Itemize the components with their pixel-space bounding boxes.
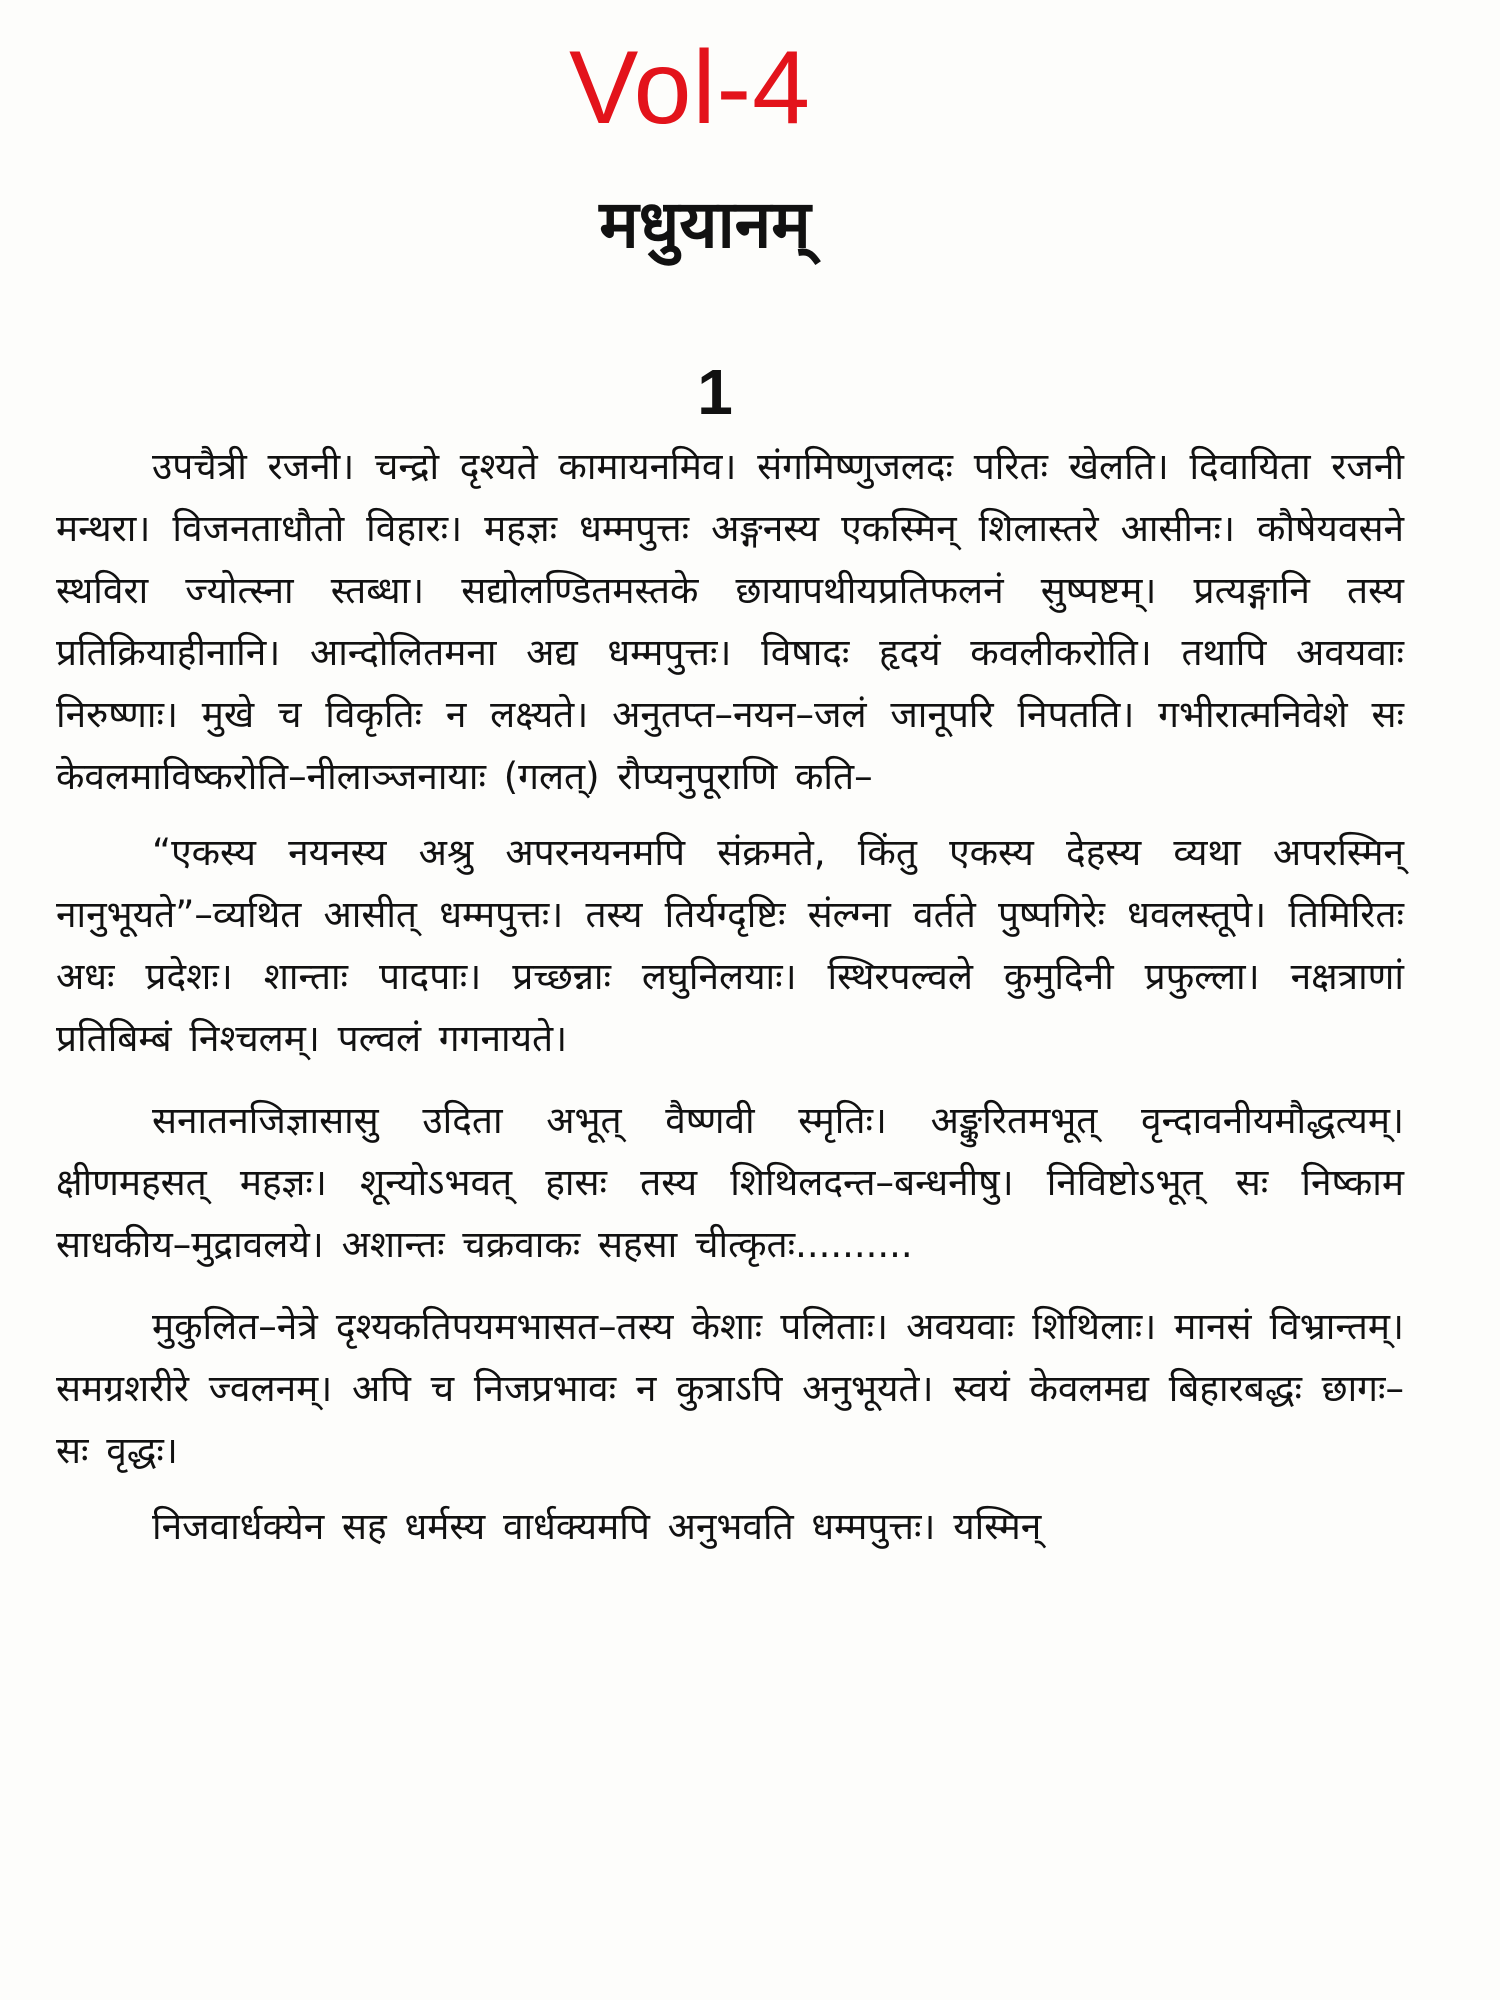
chapter-number: 1 — [697, 356, 733, 428]
body-text — [56, 436, 1404, 1558]
paragraph-2: “एकस्य नयनस्य अश्रु अपरनयनमपि संक्रमते, किंतु एकस्य देहस्य व्यथा अपरस्मिन् नानुभूयते”–व्यथित आसीत् धम्मपुत्तः। तस्य तिर्यग्दृष्टिः संल्ग्ना वर्तते पुष्पगिरेः धवलस्तूपे। तिमिरितः अधः प्रदेशः। शान्ताः पादपाः। प्रच्छन्नाः लघुनिलयाः। स्थिरपल्वले कुमुदिनी प्रफुल्ला। नक्षत्राणां प्रतिबिम्बं निश्चलम्। पल्वलं गगनायते। — [56, 831, 1404, 1060]
paragraph-5: निजवार्धक्येन सह धर्मस्य वार्धक्यमपि अनुभवति धम्मपुत्तः। यस्मिन् — [152, 1505, 1042, 1548]
paragraph-4: मुकुलित–नेत्रे दृश्यकतिपयमभासत–तस्य केशाः पलिताः। अवयवाः शिथिलाः। मानसं विभ्रान्तम्। समग्रशरीरे ज्वलनम्। अपि च निजप्रभावः न कुत्राऽपि अनुभूयते। स्वयं केवलमद्य बिहारबद्धः छागः–सः वृद्धः। — [56, 1305, 1404, 1472]
volume-label: Vol-4 — [568, 30, 812, 146]
paragraph-1: उपचैत्री रजनी। चन्द्रो दृश्यते कामायनमिव। संगमिष्णुजलदः परितः खेलति। दिवायिता रजनी मन्थरा। विजनताधौतो विहारः। महज्ञः धम्मपुत्तः अङ्गनस्य एकस्मिन् शिलास्तरे आसीनः। कौषेयवसने स्थविरा ज्योत्स्ना स्तब्धा। सद्योलण्डितमस्तके छायापथीयप्रतिफलनं सुष्पष्टम्। प्रत्यङ्गानि तस्य प्रतिक्रियाहीनानि। आन्दोलितमना अद्य धम्मपुत्तः। विषादः हृदयं कवलीकरोति। तथापि अवयवाः निरुष्णाः। मुखे च विकृतिः न लक्ष्यते। अनुतप्त–नयन–जलं जानूपरि निपतति। गभीरात्मनिवेशे सः केवलमाविष्करोति–नीलाञ्जनायाः (गलत्) रौप्यनुपूराणि कति– — [56, 445, 1404, 798]
page-title: मधुयानम् — [599, 186, 811, 263]
paragraph-3: सनातनजिज्ञासासु उदिता अभूत् वैष्णवी स्मृतिः। अङ्कुरितमभूत् वृन्दावनीयमौद्धत्यम्। क्षीणमहसत् महज्ञः। शून्योऽभवत् हासः तस्य शिथिलदन्त–बन्धनीषु। निविष्टोऽभूत् सः निष्काम साधकीय–मुद्रावलये। अशान्तः चक्रवाकः सहसा चीत्कृतः.......... — [56, 1099, 1404, 1266]
